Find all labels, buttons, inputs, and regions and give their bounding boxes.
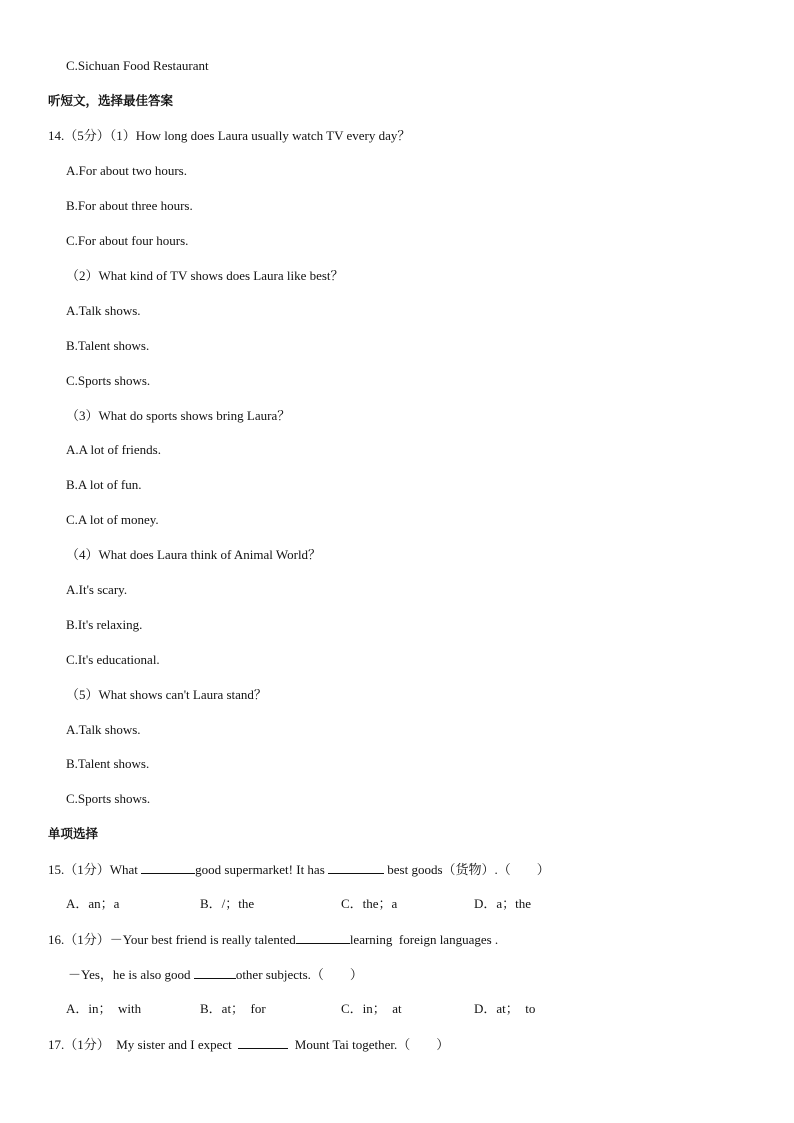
q16-line2-suffix: other subjects.（ ） [235,967,363,982]
option-line: A.It's scary. [66,582,128,597]
option-line: B.Talent shows. [66,756,150,771]
answer-blank[interactable] [141,861,195,874]
question-14-title: 14.（5分）（1）How long does Laura usually watch TV every day？ [48,128,411,143]
q17-prefix: 17.（1分） My sister and I expect [48,1037,239,1052]
q16-option-b[interactable]: B．at； for [200,1001,266,1016]
q16-option-c[interactable]: C．in； at [341,1001,402,1016]
option-line: C.It's educational. [66,652,160,667]
q17-suffix: Mount Tai together.（ ） [288,1037,450,1052]
q16-prefix: 16.（1分）－Your best friend is really talented [48,932,296,947]
question-16-title [48,931,498,948]
option-line: A.A lot of friends. [66,442,161,457]
option-line: B.A lot of fun. [66,477,142,492]
q15-middle: good supermarket! It has [195,862,329,877]
answer-blank[interactable] [296,931,350,944]
option-line: C.Sichuan Food Restaurant [66,58,209,73]
option-line: B.Talent shows. [66,338,150,353]
sub-question: （3）What do sports shows bring Laura？ [66,408,291,423]
answer-blank[interactable] [328,861,384,874]
q16-middle: learning foreign languages . [349,932,499,947]
section-heading-single-choice: 单项选择 [48,826,99,841]
option-line: C.A lot of money. [66,512,159,527]
option-line: B.It's relaxing. [66,617,143,632]
section-heading-listening: 听短文，选择最佳答案 [48,93,174,108]
q15-option-a[interactable]: A．an；a [66,896,120,911]
option-line: A.Talk shows. [66,722,141,737]
option-line: A.For about two hours. [66,163,187,178]
option-line: C.For about four hours. [66,233,189,248]
q16-option-d[interactable]: D．at； to [474,1001,536,1016]
sub-question: （4）What does Laura think of Animal World？ [66,547,322,562]
sub-question: （5）What shows can't Laura stand？ [66,687,267,702]
answer-blank[interactable] [238,1036,288,1049]
question-15-title [48,861,550,878]
option-line: C.Sports shows. [66,791,151,806]
q15-option-b[interactable]: B．/；the [200,896,255,911]
question-17-title [48,1036,449,1053]
sub-question: （2）What kind of TV shows does Laura like best？ [66,268,344,283]
option-line: A.Talk shows. [66,303,141,318]
q15-suffix: best goods（货物）.（ ） [384,862,550,877]
q16-option-a[interactable]: A．in； with [66,1001,142,1016]
q15-option-c[interactable]: C．the；a [341,896,398,911]
q15-prefix: 15.（1分）What [48,862,142,877]
answer-blank[interactable] [194,966,236,979]
q16-line2-prefix: －Yes，he is also good [68,967,194,982]
question-16-dialogue [68,966,363,983]
q15-option-d[interactable]: D．a；the [474,896,532,911]
option-line: B.For about three hours. [66,198,193,213]
option-line: C.Sports shows. [66,373,151,388]
